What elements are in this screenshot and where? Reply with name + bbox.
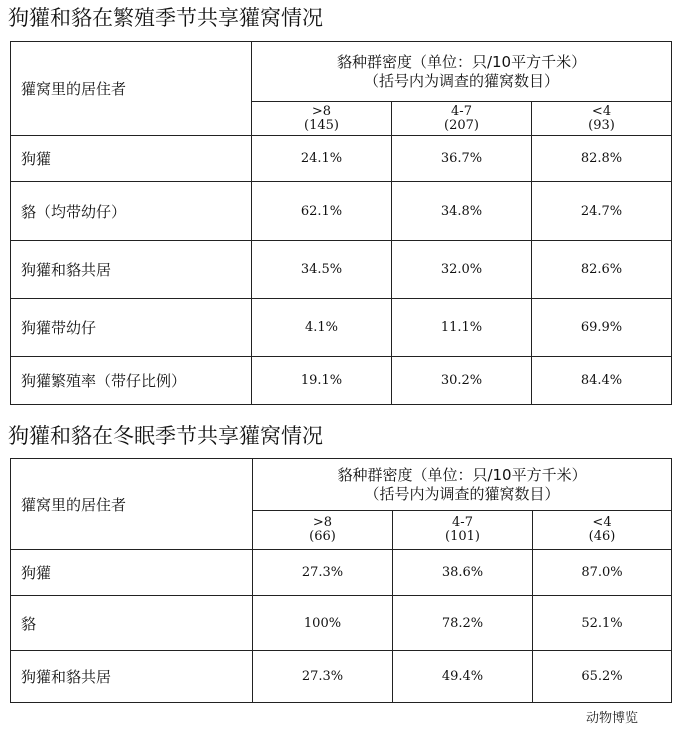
hibernation-season-table [10,458,672,703]
density-header-line2: （括号内为调查的獾窝数目） [364,484,560,503]
value-cell: 78.2% [393,596,533,651]
density-header-line1: 貉种群密度（单位：只/10平方千米） [336,52,587,71]
density-group-high [252,102,392,136]
density-range: 4-7 [451,103,472,119]
value-cell: 30.2% [392,357,532,405]
den-count: (145) [304,117,339,133]
row-label: 狗獾 [11,136,252,182]
value-cell: 11.1% [392,299,532,357]
value-cell: 19.1% [252,357,392,405]
row-header-label: 獾窝里的居住者 [21,495,127,514]
value-cell: 62.1% [252,182,392,241]
value-cell: 24.1% [252,136,392,182]
value-cell: 4.1% [252,299,392,357]
density-group-mid [392,102,532,136]
row-label: 狗獾和貉共居 [11,651,253,703]
value-cell: 32.0% [392,241,532,299]
table-row [11,651,672,703]
density-range: >8 [311,103,332,119]
value-cell: 38.6% [393,550,533,596]
breeding-season-table [10,41,672,405]
density-header-cell [253,459,672,511]
value-cell: 100% [253,596,393,651]
den-count: (66) [309,529,336,544]
value-cell: 82.6% [532,241,672,299]
table-row [11,136,672,182]
table-row [11,550,672,596]
row-header-label: 獾窝里的居住者 [21,80,127,98]
value-cell: 65.2% [533,651,672,703]
breeding-season-title: 狗獾和貉在繁殖季节共享獾窝情况 [8,6,323,30]
value-cell: 27.3% [253,550,393,596]
row-label: 狗獾和貉共居 [11,241,252,299]
row-label: 貉（均带幼仔） [11,182,252,241]
row-header-cell [11,459,253,550]
value-cell: 34.5% [252,241,392,299]
row-label: 貉 [11,596,253,651]
density-range: <4 [591,103,612,119]
source-credit: 动物博览 [586,711,639,726]
value-cell: 87.0% [533,550,672,596]
table-row [11,357,672,405]
value-cell: 36.7% [392,136,532,182]
den-count: (46) [588,529,616,544]
row-label: 狗獾带幼仔 [11,299,252,357]
density-range: 4-7 [452,515,473,530]
density-range: <4 [592,515,612,530]
density-header-line2: （括号内为调查的獾窝数目） [364,71,560,90]
den-count: (101) [445,529,480,544]
value-cell: 24.7% [532,182,672,241]
value-cell: 52.1% [533,596,672,651]
density-group-high [253,511,393,550]
row-header-cell [11,42,252,136]
row-label: 狗獾 [11,550,253,596]
value-cell: 27.3% [253,651,393,703]
density-group-low [532,102,672,136]
density-header-cell [252,42,672,102]
density-group-mid [393,511,533,550]
table-row [11,596,672,651]
den-count: (93) [588,117,615,133]
table-row [11,241,672,299]
den-count: (207) [444,117,479,133]
table-row [11,299,672,357]
table-row [11,182,672,241]
density-header-line1: 貉种群密度（单位：只/10平方千米） [337,465,587,484]
value-cell: 49.4% [393,651,533,703]
hibernation-season-title: 狗獾和貉在冬眠季节共享獾窝情况 [8,424,323,448]
value-cell: 34.8% [392,182,532,241]
density-group-low [533,511,672,550]
value-cell: 69.9% [532,299,672,357]
row-label: 狗獾繁殖率（带仔比例） [11,357,252,405]
value-cell: 82.8% [532,136,672,182]
value-cell: 84.4% [532,357,672,405]
density-range: >8 [312,515,333,530]
